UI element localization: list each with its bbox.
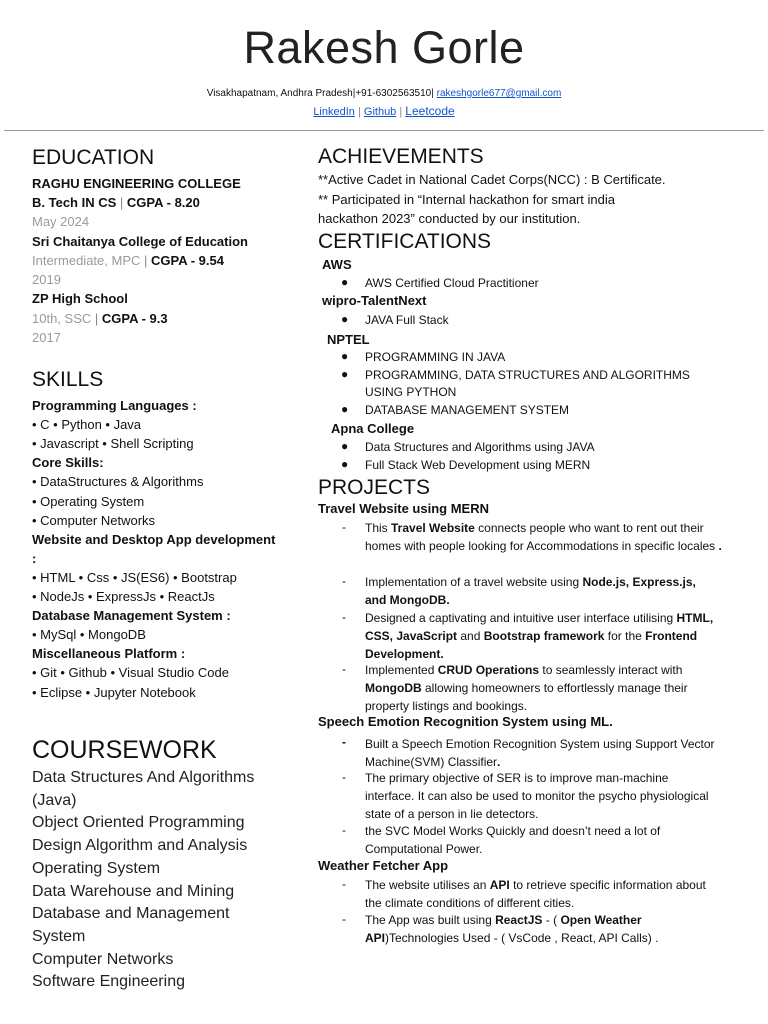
course-item: Computer Networks	[32, 951, 174, 968]
dash-icon: -	[342, 662, 346, 676]
link-separator: |	[399, 106, 403, 118]
resume-name: Rakesh Gorle	[243, 22, 525, 73]
skill-item: • Operating System	[32, 494, 145, 509]
cert-item: Data Structures and Algorithms using JAVA	[365, 440, 595, 454]
course: Intermediate, MPC	[32, 253, 141, 268]
skill-item: • MySql • MongoDB	[32, 627, 146, 642]
text: Implemented	[365, 663, 438, 677]
coursework-heading: COURSEWORK	[32, 736, 217, 764]
bold-text: CRUD Operations	[437, 663, 540, 677]
linkedin-link[interactable]: LinkedIn	[313, 106, 355, 118]
text: connects people who want to rent out their homes with people looking for Accommodations in specific locales	[365, 521, 719, 553]
achievements-heading: ACHIEVEMENTS	[318, 145, 484, 168]
achievement-item: ** Participated in “Internal hackathon for smart india	[318, 192, 615, 207]
project-point	[365, 573, 705, 609]
bullet-icon: ●	[341, 402, 349, 416]
skill-category: Miscellaneous Platform :	[32, 646, 186, 661]
skill-category: Website and Desktop App development	[32, 532, 276, 547]
cert-item: PROGRAMMING IN JAVA	[365, 350, 506, 364]
pipe-separator: |	[119, 195, 127, 210]
bullet-icon: ●	[341, 439, 349, 453]
dash-icon: -	[342, 877, 346, 891]
graduation-year: May 2024	[32, 214, 90, 229]
college-name: RAGHU ENGINEERING COLLEGE	[32, 176, 241, 191]
header-divider	[4, 130, 764, 131]
bullet-icon: ●	[341, 367, 349, 381]
project-title: Speech Emotion Recognition System using ML.	[318, 714, 613, 729]
course-item: Data Warehouse and Mining	[32, 883, 235, 900]
cert-provider: AWS	[322, 257, 352, 272]
bold-text: .	[497, 755, 501, 769]
project-point	[365, 876, 720, 912]
course-item: System	[32, 928, 86, 945]
cgpa: CGPA - 9.3	[101, 311, 168, 326]
bold-text: ReactJS	[495, 913, 543, 927]
skill-category: Database Management System :	[32, 608, 231, 623]
leetcode-link[interactable]: Leetcode	[405, 104, 455, 118]
text: Implementation of a travel website using	[365, 575, 583, 589]
dash-icon: -	[342, 770, 346, 784]
education-heading: EDUCATION	[32, 146, 155, 169]
course-item: Operating System	[32, 860, 161, 877]
text: and	[457, 629, 484, 643]
text: for the	[604, 629, 646, 643]
course-item: Design Algorithm and Analysis	[32, 837, 248, 854]
course-item: (Java)	[32, 792, 77, 809]
certifications-heading: CERTIFICATIONS	[318, 230, 492, 253]
achievement-item: hackathon 2023” conducted by our institution.	[318, 211, 581, 226]
dash-icon: -	[342, 912, 346, 926]
degree-line	[32, 253, 224, 268]
cgpa: CGPA - 9.54	[151, 253, 224, 268]
course-item: Object Oriented Programming	[32, 814, 245, 831]
bold-text: Node.js, Express.js, and MongoDB.	[365, 575, 696, 607]
cert-provider: wipro-TalentNext	[322, 293, 427, 308]
course: 10th, SSC	[32, 311, 92, 326]
pipe-separator: |	[144, 253, 151, 268]
graduation-year: 2017	[32, 330, 61, 345]
cert-provider: Apna College	[331, 421, 415, 436]
bold-text: API	[489, 878, 510, 892]
link-separator: |	[357, 106, 361, 118]
skill-item: • Git • Github • Visual Studio Code	[32, 665, 229, 680]
skill-item: • Javascript • Shell Scripting	[32, 436, 194, 451]
skill-category: :	[32, 551, 37, 566]
skill-item: • NodeJs • ExpressJs • ReactJs	[32, 589, 215, 604]
text: This	[365, 521, 392, 535]
course-item: Software Engineering	[32, 973, 185, 990]
cert-item: PROGRAMMING, DATA STRUCTURES AND ALGORITHMS	[365, 368, 690, 382]
project-point: the SVC Model Works Quickly and doesn’t need a lot of Computational Power.	[365, 824, 661, 856]
graduation-year: 2019	[32, 272, 61, 287]
cert-item: Full Stack Web Development using MERN	[365, 458, 591, 472]
skill-category: Core Skills:	[32, 455, 104, 470]
text: to seamlessly interact with	[539, 663, 683, 677]
project-point	[365, 519, 725, 555]
skills-heading: SKILLS	[32, 368, 104, 391]
degree: B. Tech IN CS	[32, 195, 117, 210]
skill-category: Programming Languages :	[32, 398, 197, 413]
profile-links	[0, 104, 768, 118]
project-point	[365, 735, 720, 771]
dash-icon: -	[342, 735, 346, 749]
cert-item: DATABASE MANAGEMENT SYSTEM	[365, 403, 570, 417]
skill-item: • DataStructures & Algorithms	[32, 474, 204, 489]
skill-item: • HTML • Css • JS(ES6) • Bootstrap	[32, 570, 237, 585]
text: to retrieve specific information about the climate conditions of different cities.	[365, 878, 706, 910]
course-item: Data Structures And Algorithms	[32, 769, 255, 786]
project-point	[365, 609, 720, 663]
achievement-item: **Active Cadet in National Cadet Corps(NCC) : B Certificate.	[318, 172, 666, 187]
dash-icon: -	[342, 574, 346, 588]
bullet-icon: ●	[341, 312, 349, 326]
dash-icon: -	[342, 610, 346, 624]
degree-line	[32, 311, 168, 326]
email-link[interactable]: rakeshgorle677@gmail.com	[436, 88, 562, 99]
cert-item: USING PYTHON	[365, 385, 457, 399]
bold-text: Bootstrap framework	[483, 629, 605, 643]
school-name: ZP High School	[32, 291, 128, 306]
degree-line	[32, 195, 200, 210]
text: The website utilises an	[365, 878, 490, 892]
text: allowing homeowners to effortlessly manage their property listings and bookings.	[365, 681, 688, 713]
skill-item: • Eclipse • Jupyter Notebook	[32, 685, 196, 700]
bullet-icon: ●	[341, 349, 349, 363]
bold-text: .	[718, 539, 722, 553]
dash-icon: -	[342, 520, 346, 534]
text: - (	[542, 913, 561, 927]
contact-line	[0, 88, 768, 99]
project-title: Travel Website using MERN	[318, 501, 489, 516]
text: )Technologies Used - ( VsCode , React, API Calls) .	[385, 931, 659, 945]
project-point	[365, 911, 710, 947]
projects-heading: PROJECTS	[318, 476, 431, 499]
contact-text: Visakhapatnam, Andhra Pradesh|+91-6302563510|	[206, 88, 434, 99]
bold-text: HTML, CSS, JavaScript	[365, 611, 714, 643]
cert-item: AWS Certified Cloud Practitioner	[365, 276, 539, 290]
skill-item: • C • Python • Java	[32, 417, 142, 432]
text: Built a Speech Emotion Recognition System using Support Vector Machine(SVM) Classifier	[365, 737, 715, 769]
course-item: Database and Management	[32, 905, 230, 922]
bullet-icon: ●	[341, 275, 349, 289]
dash-icon: -	[342, 823, 346, 837]
text: The App was built using	[365, 913, 496, 927]
project-title: Weather Fetcher App	[318, 858, 449, 873]
bold-text: MongoDB	[365, 681, 422, 695]
project-point: The primary objective of SER is to improve man-machine interface. It can also be used to monitor the psycho physiological state of a person in lie detectors.	[365, 771, 709, 821]
cert-item: JAVA Full Stack	[365, 313, 449, 327]
cert-provider: NPTEL	[327, 332, 370, 347]
skill-item: • Computer Networks	[32, 513, 156, 528]
cgpa: CGPA - 8.20	[126, 195, 200, 210]
bold-text: Open Weather API	[365, 913, 642, 945]
text: Designed a captivating and intuitive user interface utilising	[365, 611, 677, 625]
github-link[interactable]: Github	[363, 106, 397, 118]
bullet-icon: ●	[341, 457, 349, 471]
bold-text: Travel Website	[391, 521, 475, 535]
pipe-separator: |	[94, 311, 102, 326]
bold-text: Frontend Development.	[365, 629, 698, 661]
project-point	[365, 661, 725, 715]
college-name: Sri Chaitanya College of Education	[32, 234, 248, 249]
